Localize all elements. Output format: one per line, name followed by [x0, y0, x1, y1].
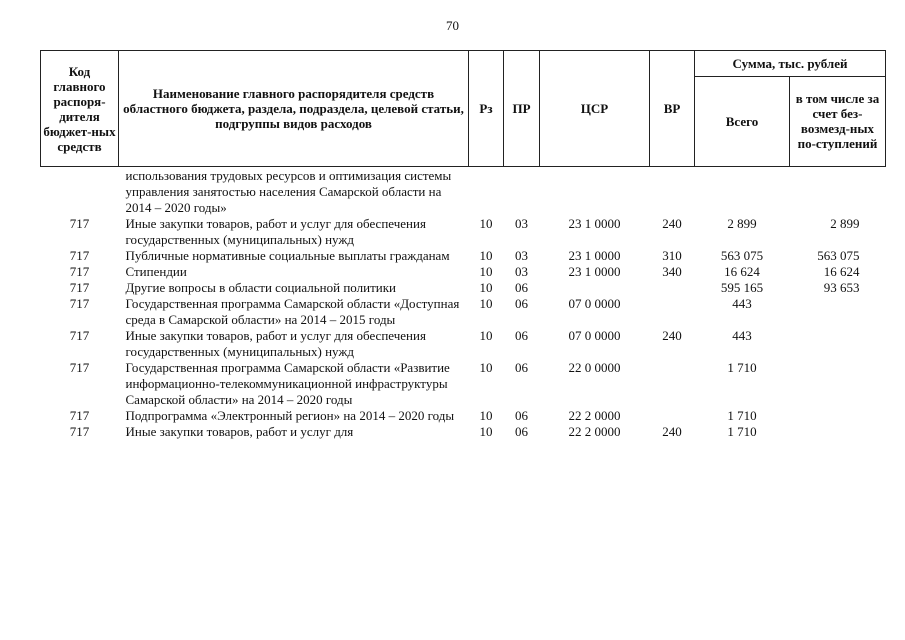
- header-code: Код главного распоря-дителя бюджет-ных средств: [41, 51, 119, 167]
- cell-csr: 22 2 0000: [568, 424, 621, 439]
- cell-name: Иные закупки товаров, работ и услуг для обеспечения государственных (муниципальных) нужд: [125, 328, 426, 359]
- cell-vr: [650, 360, 695, 408]
- header-vr: ВР: [650, 51, 695, 167]
- cell-code: 717: [69, 408, 90, 423]
- header-name: Наименование главного распорядителя средств областного бюджета, раздела, подраздела, целевой статьи, подгруппы видов расходов: [119, 51, 469, 167]
- cell-total: 443: [732, 296, 752, 311]
- cell-name: Иные закупки товаров, работ и услуг для обеспечения государственных (муниципальных) нужд: [125, 216, 426, 247]
- cell-csr: 23 1 0000: [568, 264, 621, 279]
- cell-csr: 07 0 0000: [568, 328, 621, 343]
- cell-pr: 03: [515, 264, 528, 279]
- cell-vr: [650, 167, 695, 217]
- cell-rz: 10: [479, 248, 493, 263]
- header-incl: в том числе за счет без-возмезд-ных по-ступлений: [790, 76, 886, 166]
- table-row: [41, 328, 886, 360]
- table-row: [41, 408, 886, 424]
- header-csr: ЦСР: [540, 51, 650, 167]
- cell-csr: 22 0 0000: [568, 360, 621, 375]
- cell-rz: 10: [479, 360, 493, 375]
- cell-vr: 240: [662, 424, 682, 439]
- cell-code: 717: [69, 216, 90, 231]
- table-row: [41, 248, 886, 264]
- budget-table: [40, 50, 886, 440]
- cell-pr: 03: [515, 248, 528, 263]
- cell-csr: 22 2 0000: [568, 408, 621, 423]
- cell-total: 595 165: [720, 280, 764, 295]
- cell-vr: [650, 408, 695, 424]
- cell-total: 563 075: [720, 248, 764, 263]
- cell-pr: 06: [515, 424, 528, 439]
- cell-incl: [790, 167, 886, 217]
- cell-incl: [790, 296, 886, 328]
- cell-incl: 2 899: [830, 216, 860, 231]
- cell-code: 717: [69, 328, 90, 343]
- cell-name: Другие вопросы в области социальной политики: [125, 280, 396, 295]
- cell-pr: 06: [515, 360, 528, 375]
- header-total: Всего: [695, 76, 790, 166]
- header-rz: Рз: [469, 51, 504, 167]
- table-row: [41, 216, 886, 248]
- cell-csr: 23 1 0000: [568, 248, 621, 263]
- cell-incl: [790, 424, 886, 440]
- cell-pr: 06: [515, 296, 528, 311]
- header-sum-group: Сумма, тыс. рублей: [695, 51, 886, 77]
- cell-total: [695, 167, 790, 217]
- cell-csr: [540, 167, 650, 217]
- cell-incl: [790, 328, 886, 360]
- cell-name: Подпрограмма «Электронный регион» на 2014 – 2020 годы: [125, 408, 455, 423]
- cell-csr: [540, 280, 650, 296]
- cell-total: 16 624: [724, 264, 760, 279]
- cell-total: 1 710: [727, 424, 757, 439]
- cell-incl: 16 624: [823, 264, 860, 279]
- cell-rz: 10: [479, 408, 493, 423]
- cell-code: [41, 167, 119, 217]
- cell-pr: 06: [515, 280, 528, 295]
- cell-code: 717: [69, 280, 90, 295]
- cell-total: 443: [732, 328, 752, 343]
- cell-csr: 07 0 0000: [568, 296, 621, 311]
- cell-name: Публичные нормативные социальные выплаты гражданам: [125, 248, 450, 263]
- cell-vr: 340: [662, 264, 682, 279]
- cell-pr: 06: [515, 328, 528, 343]
- cell-code: 717: [69, 360, 90, 375]
- cell-rz: 10: [479, 296, 493, 311]
- cell-name: использования трудовых ресурсов и оптимизация системы управления занятостью населения Самарской области на 2014 – 2020 годы»: [125, 168, 452, 215]
- cell-incl: [790, 408, 886, 424]
- cell-vr: 240: [662, 216, 682, 231]
- cell-incl: [790, 360, 886, 408]
- cell-pr: 03: [515, 216, 528, 231]
- cell-incl: 93 653: [823, 280, 860, 295]
- table-body: [41, 167, 886, 441]
- cell-rz: 10: [479, 264, 493, 279]
- cell-vr: [650, 296, 695, 328]
- cell-incl: 563 075: [817, 248, 860, 263]
- cell-total: 2 899: [727, 216, 757, 231]
- table-row: [41, 360, 886, 408]
- page-number: 70: [446, 18, 459, 33]
- cell-rz: 10: [479, 280, 493, 295]
- cell-vr: 240: [662, 328, 682, 343]
- cell-name: Государственная программа Самарской области «Доступная среда в Самарской области» на 2014 – 2015 годы: [125, 296, 460, 327]
- cell-name: Стипендии: [125, 264, 187, 279]
- cell-vr: [650, 280, 695, 296]
- cell-total: 1 710: [727, 408, 757, 423]
- cell-code: 717: [69, 296, 90, 311]
- cell-rz: 10: [479, 424, 493, 439]
- cell-name: Государственная программа Самарской области «Развитие информационно-телекоммуникационной инфраструктуры Самарской области» на 2014 – 2020 годы: [125, 360, 450, 407]
- table-row: [41, 280, 886, 296]
- cell-rz: 10: [479, 328, 493, 343]
- cell-rz: 10: [479, 216, 493, 231]
- header-row-top: [41, 51, 886, 77]
- table-row: [41, 167, 886, 217]
- cell-rz: [469, 167, 504, 217]
- cell-name: Иные закупки товаров, работ и услуг для: [125, 424, 354, 439]
- cell-code: 717: [69, 264, 90, 279]
- header-pr: ПР: [504, 51, 540, 167]
- table-row: [41, 264, 886, 280]
- cell-pr: [504, 167, 540, 217]
- cell-pr: 06: [515, 408, 528, 423]
- table-row: [41, 296, 886, 328]
- table-row: [41, 424, 886, 440]
- cell-csr: 23 1 0000: [568, 216, 621, 231]
- cell-total: 1 710: [727, 360, 757, 375]
- cell-vr: 310: [662, 248, 682, 263]
- cell-code: 717: [69, 424, 90, 439]
- cell-code: 717: [69, 248, 90, 263]
